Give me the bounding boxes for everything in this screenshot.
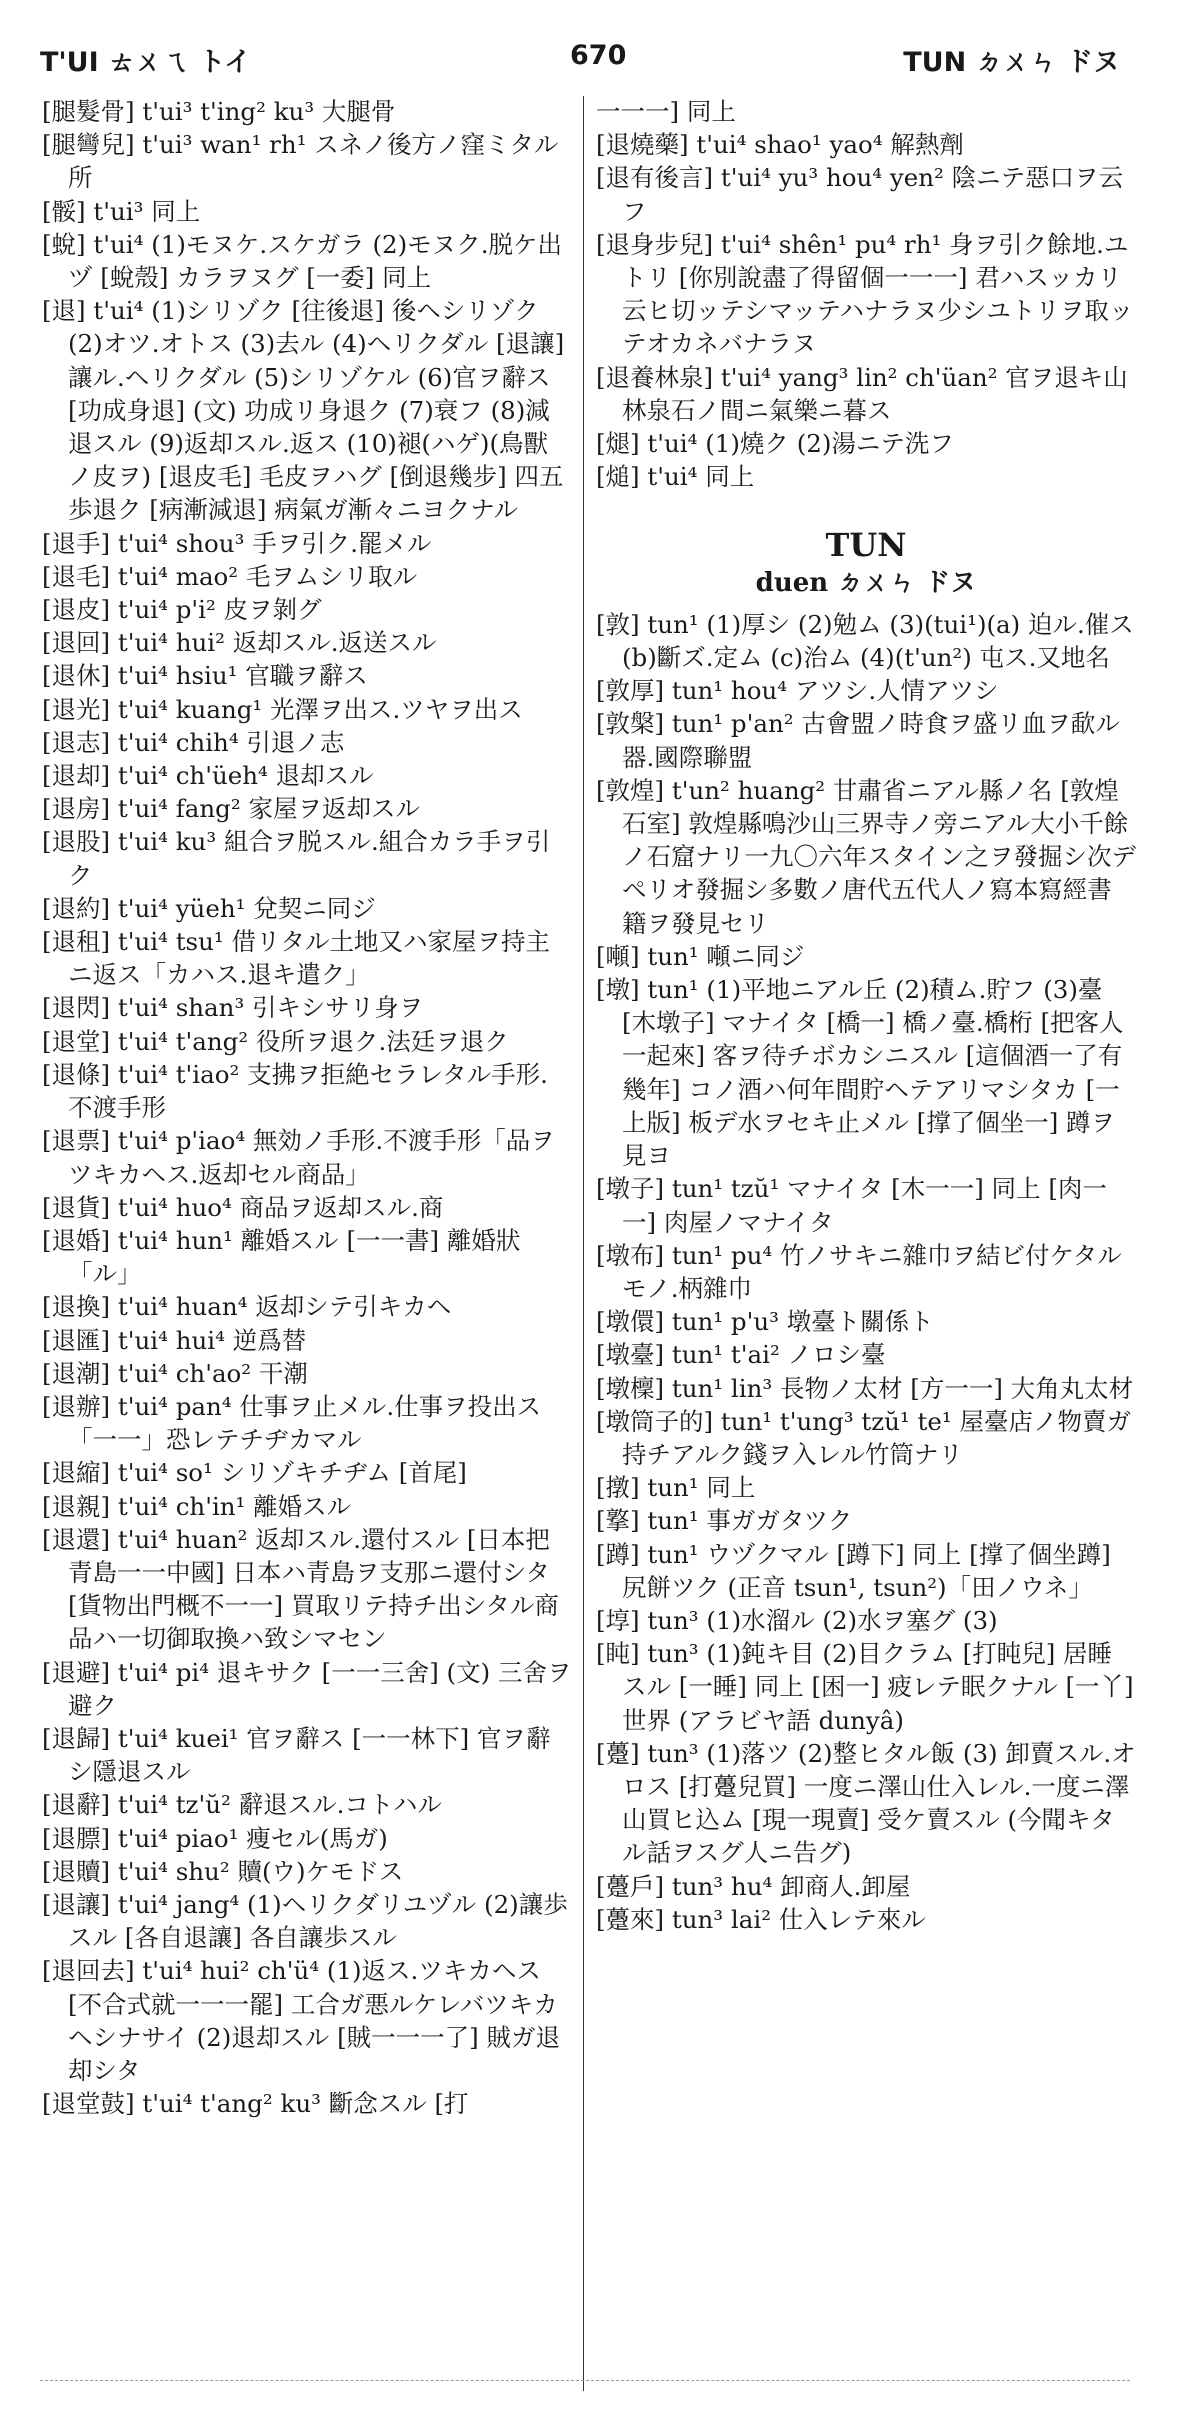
dictionary-entry: [退房] t'ui⁴ fang² 家屋ヲ返却スル: [42, 794, 420, 824]
section-heading-subtitle: duen ㄉㄨㄣ ドヌ: [755, 567, 977, 598]
dictionary-entry: [墩筒子的] tun¹ t'ung³ tzŭ¹ te¹ 屋臺店ノ物賣ガ持チアルク錢ヲ入レル竹筒ナリ: [596, 1406, 1131, 1469]
dictionary-entry: [退條] t'ui⁴ t'iao² 支拂ヲ拒絶セラレタル手形.不渡手形: [42, 1059, 548, 1123]
dictionary-entry: [撉] tun¹ 事ガガタツク: [596, 1506, 853, 1536]
dictionary-entry: [退光] t'ui⁴ kuang¹ 光澤ヲ出ス.ツヤヲ出ス: [42, 694, 523, 724]
dictionary-entry: [退婚] t'ui⁴ hun¹ 離婚スル [一一書] 離婚狀「ル」: [42, 1225, 521, 1289]
dictionary-entry: [蛻] t'ui⁴ (1)モヌケ.スケガラ (2)モヌク.脱ケ出ヅ [蛻殼] カラヲヌグ [一委] 同上: [42, 229, 562, 293]
dictionary-entry: [退] t'ui⁴ (1)シリゾク [往後退] 後ヘシリゾク (2)オツ.オトス (3)去ル (4)ヘリクダル [退讓] 讓ル.ヘリクダル (5)シリゾケル (6)官ヲ辭ス [功成身退] (文) 功成リ身退ク (7)衰フ (8)減退スル (9)返却スル.返ス (10)褪(ハゲ)(鳥獸ノ皮ヲ) [退皮毛] 毛皮ヲハグ [倒退幾步] 四五歩退ク [病漸減退] 病氣ガ漸々ニヨクナル: [42, 296, 565, 525]
column-divider: [583, 96, 584, 2391]
dictionary-entry: [退皮] t'ui⁴ p'i² 皮ヲ剝グ: [42, 595, 322, 625]
dictionary-entry: [墩子] tun¹ tzŭ¹ マナイタ [木一一] 同上 [肉一一] 肉屋ノマナイタ: [596, 1174, 1107, 1237]
dictionary-entry: [退潮] t'ui⁴ ch'ao² 干潮: [42, 1358, 308, 1388]
dictionary-entry: [退貨] t'ui⁴ huo⁴ 商品ヲ返却スル.商: [42, 1192, 444, 1222]
right-column: [596, 95, 1136, 1936]
dictionary-entry: [退換] t'ui⁴ huan⁴ 返却シテ引キカヘ: [42, 1292, 452, 1322]
bottom-rule: [40, 2380, 1130, 2381]
dictionary-entry: [腿彎兒] t'ui³ wan¹ rh¹ スネノ後方ノ窪ミタル所: [42, 130, 559, 193]
dictionary-entry: [墩布] tun¹ pu⁴ 竹ノサキニ雜巾ヲ結ビ付ケタルモノ.柄雜巾: [596, 1240, 1122, 1303]
dictionary-entry: [退燒藥] t'ui⁴ shao¹ yao⁴ 解熱劑: [596, 130, 964, 160]
dictionary-entry: [盹] tun³ (1)鈍キ目 (2)目クラム [打盹兒] 居睡スル [一睡] 同上 [困一] 疲レテ眠クナル [一丫] 世界 (アラビヤ語 dunyâ): [596, 1639, 1134, 1735]
dictionary-entry: [退却] t'ui⁴ ch'üeh⁴ 退却スル: [42, 761, 374, 791]
dictionary-entry: [墩儇] tun¹ p'u³ 墩臺ト關係ト: [596, 1307, 934, 1337]
dictionary-entry: [敦] tun¹ (1)厚シ (2)勉ム (3)(tui¹)(a) 迫ル.催ス (b)斷ズ.定ム (c)治ム (4)(t'un²) 屯ス.又地名: [596, 609, 1134, 673]
dictionary-entry: [退歸] t'ui⁴ kuei¹ 官ヲ辭ス [一一林下] 官ヲ辭シ隱退スル: [42, 1723, 551, 1787]
dictionary-entry: [退養林泉] t'ui⁴ yang³ lin² ch'üan² 官ヲ退キ山林泉石ノ間ニ氣樂ニ暮ス: [596, 362, 1128, 425]
dictionary-entry: [退閃] t'ui⁴ shan³ 引キシサリ身ヲ: [42, 993, 424, 1023]
dictionary-entry: [退匯] t'ui⁴ hui⁴ 逆爲替: [42, 1325, 307, 1355]
dictionary-entry: [退膘] t'ui⁴ piao¹ 痩セル(馬ガ): [42, 1823, 388, 1853]
dictionary-entry: [退毛] t'ui⁴ mao² 毛ヲムシリ取ル: [42, 561, 418, 591]
dictionary-entry: [退回去] t'ui⁴ hui² ch'ü⁴ (1)返ス.ツキカヘス [不合式就一一一罷] 工合ガ悪ルケレバツキカヘシナサイ (2)退却スル [賊一一一了] 賊ガ退却シタ: [42, 1956, 560, 2085]
dictionary-entry: [退堂鼓] t'ui⁴ t'ang² ku³ 斷念スル [打: [42, 2089, 469, 2119]
dictionary-entry: [退還] t'ui⁴ huan² 返却スル.還付スル [日本把青島一一中國] 日本ハ青島ヲ支那ニ還付シタ [貨物出門概不一一] 買取リテ持チ出シタル商品ハ一切御取換ハ致シマセン: [42, 1524, 559, 1654]
dictionary-entry: [退約] t'ui⁴ yüeh¹ 兌契ニ同ジ: [42, 893, 376, 923]
dictionary-entry: [退身步兒] t'ui⁴ shên¹ pu⁴ rh¹ 身ヲ引ク餘地.ユトリ [你別說盡了得留個一一一] 君ハスッカリ云ヒ切ッテシマッテハナラヌ少シユトリヲ取ッテオカネバナラヌ: [596, 229, 1134, 359]
dictionary-entry: [墩檁] tun¹ lin³ 長物ノ太材 [方一一] 大角丸太材: [596, 1373, 1134, 1403]
dictionary-entry: [㷟] t'ui⁴ 同上: [596, 462, 755, 492]
dictionary-entry: [退休] t'ui⁴ hsiu¹ 官職ヲ辭ス: [42, 661, 368, 691]
dictionary-entry: [退股] t'ui⁴ ku³ 組合ヲ脱スル.組合カラ手ヲ引ク: [42, 827, 551, 890]
dictionary-entry: [埻] tun³ (1)水溜ル (2)水ヲ塞グ (3): [596, 1605, 998, 1635]
dictionary-entry: [敦厚] tun¹ hou⁴ アツシ.人情アツシ: [596, 676, 999, 706]
running-head: [40, 40, 1120, 80]
dictionary-entry: [躉] tun³ (1)落ツ (2)整ヒタル飯 (3) 卸賣スル.オロス [打躉兒買] 一度ニ澤山仕入レル.一度ニ澤山買ヒ込ム [現一現賣] 受ケ賣スル (今聞キタル話ヲスグ人ニ告グ): [596, 1738, 1136, 1868]
dictionary-entry: [退租] t'ui⁴ tsu¹ 借リタル土地又ハ家屋ヲ持主ニ返ス「カハス.退キ遣ク」: [42, 927, 551, 990]
dictionary-entry: [退票] t'ui⁴ p'iao⁴ 無効ノ手形.不渡手形「品ヲツキカヘス.返却セル商品」: [42, 1126, 555, 1189]
dictionary-entry: [墩] tun¹ (1)平地ニアル丘 (2)積ム.貯フ (3)臺 [木墩子] マナイタ [橋一] 橋ノ臺.橋桁 [把客人一起來] 客ヲ待チボカシニスル [這個酒一了有幾年] コノ酒ハ何年間貯ヘテアリマシタカ [一上版] 板デ水ヲセキ止メル [撑了個坐一] 蹲ヲ見ヨ: [596, 975, 1124, 1171]
dictionary-entry: [敦槃] tun¹ p'an² 古會盟ノ時食ヲ盛リ血ヲ歃ル器.國際聯盟: [596, 709, 1120, 772]
dictionary-entry: [煺] t'ui⁴ (1)燒ク (2)湯ニテ洗フ: [596, 429, 954, 459]
dictionary-entry: [退讓] t'ui⁴ jang⁴ (1)ヘリクダリユヅル (2)讓歩スル [各自退讓] 各自讓歩スル: [42, 1889, 568, 1953]
running-head-left: T'UI ㄊㄨㄟ トイ: [40, 47, 252, 78]
left-column: [42, 95, 572, 2120]
dictionary-entry: [退有後言] t'ui⁴ yu³ hou⁴ yen² 陰ニテ惡口ヲ云フ: [596, 163, 1124, 226]
dictionary-entry: [退回] t'ui⁴ hui² 返却スル.返送スル: [42, 628, 437, 658]
dictionary-entry: 一一一] 同上: [596, 97, 736, 126]
section-heading-title: TUN: [825, 526, 907, 565]
dictionary-entry: [退贖] t'ui⁴ shu² 贖(ウ)ケモドス: [42, 1856, 404, 1886]
dictionary-entry: [退手] t'ui⁴ shou³ 手ヲ引ク.罷メル: [42, 528, 432, 558]
dictionary-entry: [墩臺] tun¹ t'ai² ノロシ臺: [596, 1340, 886, 1370]
page-number: 670: [570, 40, 627, 71]
dictionary-entry: [退親] t'ui⁴ ch'in¹ 離婚スル: [42, 1491, 352, 1521]
dictionary-entry: [噸] tun¹ 噸ニ同ジ: [596, 941, 805, 971]
dictionary-entry: [退辦] t'ui⁴ pan⁴ 仕事ヲ止メル.仕事ヲ投出ス「一一」恐レテチヂカマル: [42, 1391, 542, 1455]
dictionary-entry: [腿髮骨] t'ui³ t'ing² ku³ 大腿骨: [42, 97, 396, 126]
dictionary-entry: [退縮] t'ui⁴ so¹ シリゾキチヂム [首尾]: [42, 1458, 467, 1488]
dictionary-entry: [退堂] t'ui⁴ t'ang² 役所ヲ退ク.法廷ヲ退ク: [42, 1026, 509, 1056]
dictionary-entry: [退志] t'ui⁴ chih⁴ 引退ノ志: [42, 727, 345, 757]
dictionary-entry: [退避] t'ui⁴ pi⁴ 退キサク [一一三舍] (文) 三舍ヲ避ク: [42, 1657, 572, 1720]
running-head-right: TUN ㄉㄨㄣ ドヌ: [903, 47, 1120, 78]
dictionary-entry: [躉來] tun³ lai² 仕入レテ來ル: [596, 1904, 926, 1934]
dictionary-entry: [撴] tun¹ 同上: [596, 1473, 756, 1503]
dictionary-entry: [骽] t'ui³ 同上: [42, 196, 201, 226]
dictionary-entry: [蹲] tun¹ ウヅクマル [蹲下] 同上 [撑了個坐蹲] 尻餅ツク (正音 tsun¹, tsun²)「田ノウネ」: [596, 1539, 1111, 1602]
dictionary-entry: [躉戶] tun³ hu⁴ 卸商人.卸屋: [596, 1871, 911, 1901]
dictionary-entry: [退辭] t'ui⁴ tz'ŭ² 辭退スル.コトハル: [42, 1790, 442, 1820]
dictionary-entry: [敦煌] t'un² huang² 甘肅省ニアル縣ノ名 [敦煌石室] 敦煌縣鳴沙山三界寺ノ旁ニアル大小千餘ノ石窟ナリ一九〇六年スタイン之ヲ發掘シ次デペリオ發掘シ多數ノ唐代五代人ノ寫本寫經書籍ヲ發見セリ: [596, 775, 1137, 938]
